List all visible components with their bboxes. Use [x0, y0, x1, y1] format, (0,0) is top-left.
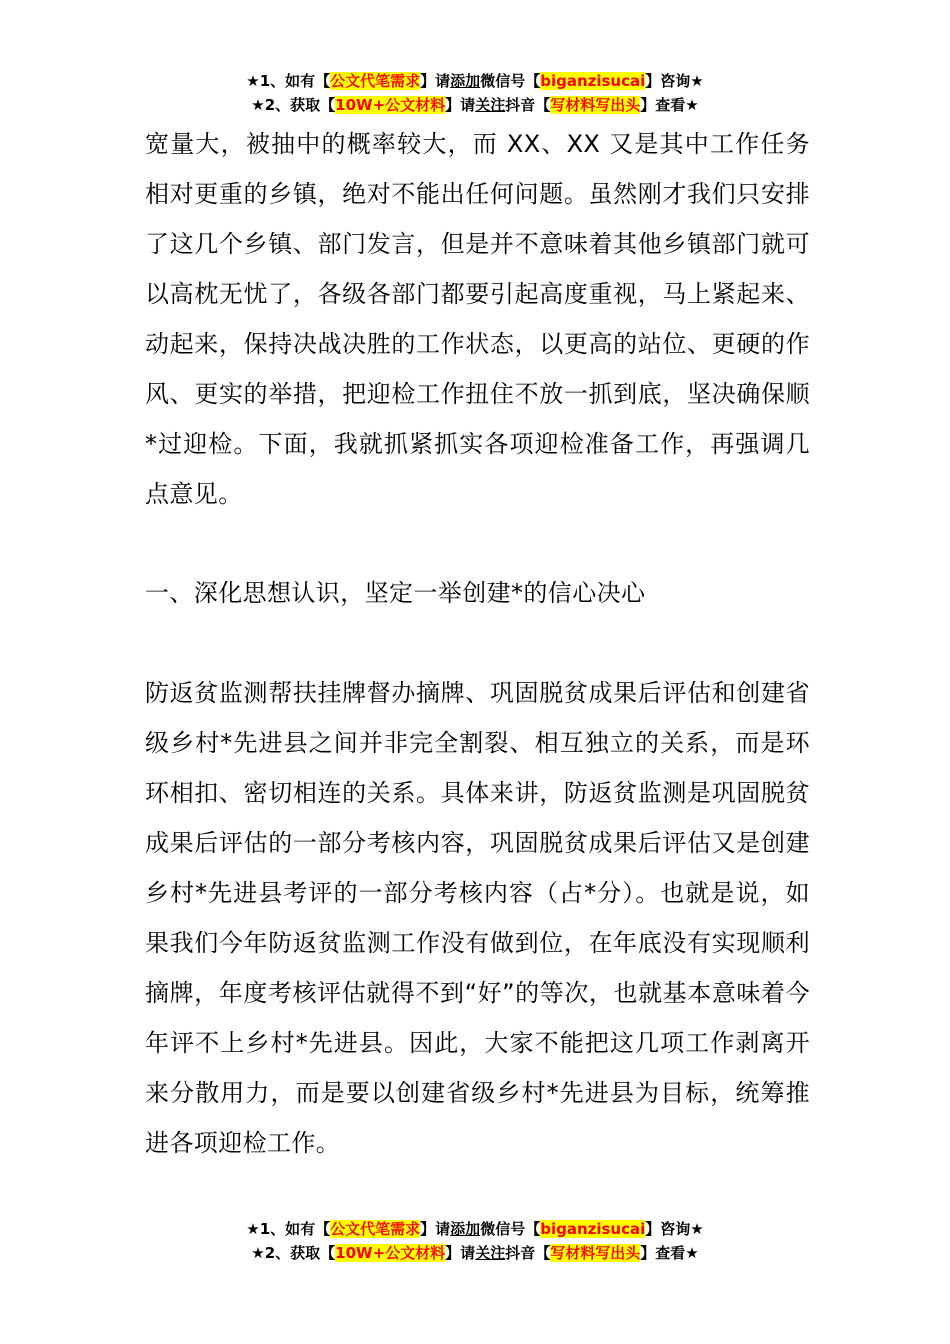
promo-text: 2、获取【 [264, 96, 336, 114]
promo-underlined: 添加 [450, 1220, 481, 1238]
promo-text: 】查看 [640, 96, 686, 114]
promo-line-2 [0, 93, 950, 117]
section-heading [145, 568, 810, 618]
star-icon: ★ [690, 1220, 704, 1238]
promo-text: 1、如有【 [259, 1220, 331, 1238]
document-paragraph-1 [145, 119, 810, 519]
promo-banner-bottom [0, 1217, 950, 1265]
promo-line-1 [0, 69, 950, 93]
paragraph-text: 防返贫监测帮扶挂牌督办摘牌、巩固脱贫成果后评估和创建省级乡村*先进县之间并非完全割裂、相互独立的关系，而是环环相扣、密切相连的关系。具体来讲，防返贫监测是巩固脱贫成果后评估的一部分考核内容，巩固脱贫成果后评估又是创建乡村*先进县考评的一部分考核内容（占*分）。也就是说，如果我们今年防返贫监测工作没有做到位，在年底没有实现顺利摘牌，年度考核评估就得不到“好”的等次，也就基本意味着今年评不上乡村*先进县。因此，大家不能把这几项工作剥离开来分散用力，而是要以创建省级乡村*先进县为目标，统筹推进各项迎检工作。 [145, 679, 810, 1157]
promo-highlight: 10W+公文材料 [335, 96, 446, 114]
star-icon: ★ [685, 1244, 699, 1262]
promo-text: 】咨询 [645, 1220, 691, 1238]
promo-highlight: 10W+公文材料 [335, 1244, 446, 1262]
promo-underlined: 添加 [450, 72, 481, 90]
promo-text: 微信号【 [480, 72, 541, 90]
promo-text: 】请 [445, 1244, 476, 1262]
promo-underlined: 关注 [475, 96, 506, 114]
promo-highlight: 公文代笔需求 [330, 72, 421, 90]
promo-underlined: 关注 [475, 1244, 506, 1262]
star-icon: ★ [251, 1244, 265, 1262]
star-icon: ★ [251, 96, 265, 114]
star-icon: ★ [246, 1220, 260, 1238]
promo-line-1 [0, 1217, 950, 1241]
document-paragraph-2 [145, 668, 810, 1168]
promo-text: 微信号【 [480, 1220, 541, 1238]
promo-banner-top [0, 69, 950, 117]
star-icon: ★ [690, 72, 704, 90]
promo-highlight-douyin: 写材料写出头 [550, 1244, 641, 1262]
promo-highlight-douyin: 写材料写出头 [550, 96, 641, 114]
promo-text: 1、如有【 [259, 72, 331, 90]
promo-text: 】请 [420, 72, 451, 90]
promo-text: 抖音【 [505, 1244, 551, 1262]
promo-text: 2、获取【 [264, 1244, 336, 1262]
promo-text: 】查看 [640, 1244, 686, 1262]
star-icon: ★ [246, 72, 260, 90]
promo-text: 】咨询 [645, 72, 691, 90]
promo-text: 】请 [445, 96, 476, 114]
promo-highlight-wechat: biganzisucai [540, 1220, 646, 1238]
heading-text: 一、深化思想认识，坚定一举创建*的信心决心 [145, 579, 646, 607]
promo-line-2 [0, 1241, 950, 1265]
promo-text: 抖音【 [505, 96, 551, 114]
star-icon: ★ [685, 96, 699, 114]
paragraph-text: 宽量大，被抽中的概率较大，而 XX、XX 又是其中工作任务相对更重的乡镇，绝对不能出任何问题。虽然刚才我们只安排了这几个乡镇、部门发言，但是并不意味着其他乡镇部门就可以高枕无忧了，各级各部门都要引起高度重视，马上紧起来、动起来，保持决战决胜的工作状态，以更高的站位、更硬的作风、更实的举措，把迎检工作扭住不放一抓到底，坚决确保顺*过迎检。下面，我就抓紧抓实各项迎检准备工作，再强调几点意见。 [145, 130, 810, 508]
promo-highlight: 公文代笔需求 [330, 1220, 421, 1238]
promo-text: 】请 [420, 1220, 451, 1238]
promo-highlight-wechat: biganzisucai [540, 72, 646, 90]
